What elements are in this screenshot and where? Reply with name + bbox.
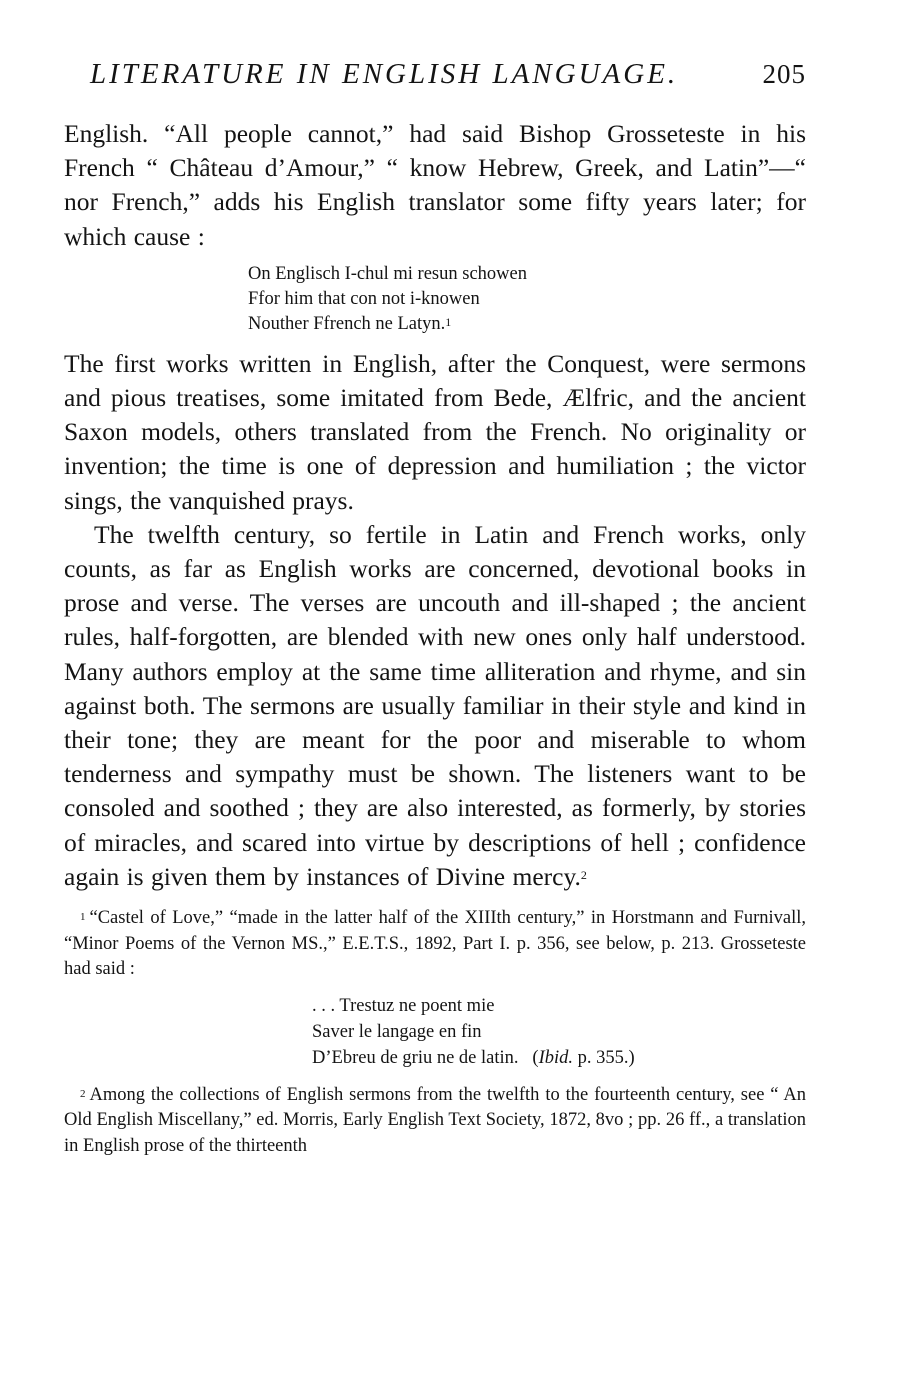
footnotes-section xyxy=(64,906,806,1159)
footnote-1-verse xyxy=(312,993,806,1071)
footnote-verse-line-3-text: D’Ebreu de griu ne de latin. xyxy=(312,1047,519,1068)
running-title: LITERATURE IN ENGLISH LANGUAGE. xyxy=(90,58,679,90)
footnote-1-text: “Castel of Love,” “made in the latter half of the XIIIth century,” in Horstmann and Furnivall, “Minor Poems of the Vernon MS.,” E.E.T.S., 1892, Part I. p. 356, see below, p. 213. Grosseteste had said : xyxy=(64,908,806,980)
verse-line-2: Ffor him that con not i-knowen xyxy=(248,288,480,309)
verse-line-1: On Englisch I-chul mi resun schowen xyxy=(248,263,527,284)
verse-line-3 xyxy=(248,312,806,337)
citation-page: p. 355. xyxy=(577,1047,629,1068)
paragraph-3-text: The twelfth century, so fertile in Latin and French works, only counts, as far as English works are concerned, devotional books in prose and verse. The verses are uncouth and ill-shaped ; the ancient rules, half-forgotten, are blended with new ones only half understood. Many authors employ at the same time alliteration and rhyme, and sin against both. The sermons are usually familiar in their style and kind in their tone; they are meant for the poor and miserable to whom tenderness and sympathy must be shown. The listeners want to be consoled and soothed ; they are also interested, as formerly, by stories of miracles, and scared into virtue by descriptions of hell ; confidence again is given them by instances of Divine mercy. xyxy=(64,519,806,891)
footnote-2-mark: 2 xyxy=(80,1087,86,1100)
footnote-verse-line-3: D’Ebreu de griu ne de latin. (Ibid. p. 355.) xyxy=(312,1047,635,1068)
footnote-verse-line-1: . . . Trestuz ne poent mie xyxy=(312,995,495,1016)
footnote-verse-line-2: Saver le langage en fin xyxy=(312,1021,482,1042)
footnote-ref-1[interactable]: 1 xyxy=(445,314,452,329)
footnote-ref-2[interactable]: 2 xyxy=(580,867,587,882)
footnote-1 xyxy=(64,906,806,983)
paragraph-1: English. “All people cannot,” had said Bishop Grosseteste in his French “ Château d’Amour,” “ know Hebrew, Greek, and Latin”—“ nor French,” adds his English translator some fifty years later; for which cause : xyxy=(64,119,806,251)
footnote-2-text: Among the collections of English sermons from the twelfth to the fourteenth century, see “ An Old English Miscellany,” ed. Morris, Early English Text Society, 1872, 8vo ; pp. 26 ff., a translation in English prose of the thirteenth xyxy=(64,1084,806,1156)
running-header xyxy=(90,58,806,91)
footnote-2 xyxy=(64,1083,806,1160)
paragraph-2: The first works written in English, after the Conquest, were sermons and pious treatises, some imitated from Bede, Ælfric, and the ancient Saxon models, others translated from the French. No originality or invention; the time is one of depression and humiliation ; the victor sings, the vanquished prays. xyxy=(64,348,806,515)
verse-quotation xyxy=(248,262,806,337)
citation-ibid: Ibid. xyxy=(538,1047,573,1068)
book-page xyxy=(64,58,806,1159)
page-number: 205 xyxy=(762,59,806,89)
paragraph-3 xyxy=(64,518,806,894)
verse-line-3-text: Nouther Ffrench ne Latyn. xyxy=(248,313,446,334)
footnote-1-mark: 1 xyxy=(80,911,86,924)
